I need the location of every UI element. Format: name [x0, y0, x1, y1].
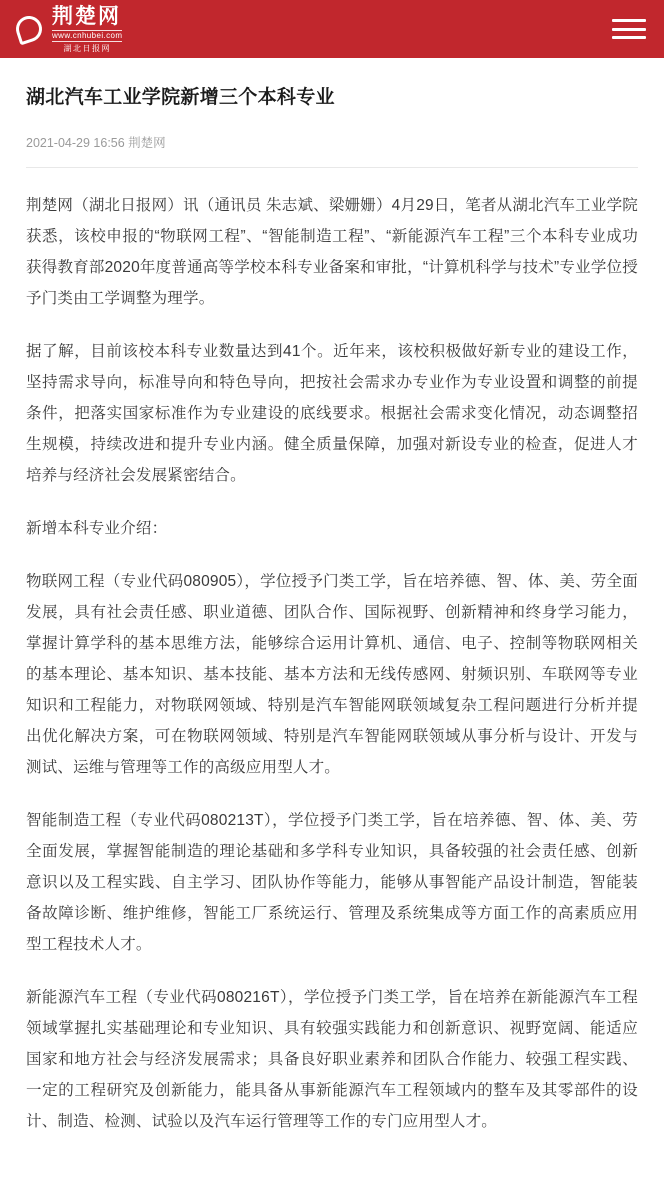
article [0, 58, 664, 1177]
article-paragraph: 智能制造工程（专业代码080213T），学位授予门类工学，旨在培养德、智、体、美、劳全面发展，掌握智能制造的理论基础和多学科专业知识，具备较强的社会责任感、创新意识以及工程实践、自主学习、团队协作等能力，能够从事智能产品设计制造，智能装备故障诊断、维护维修，智能工厂系统运行、管理及系统集成等方面工作的高素质应用型工程技术人才。 [26, 811, 638, 953]
hamburger-menu-icon[interactable] [612, 16, 646, 42]
article-meta: 2021-04-29 16:56 荆楚网 [26, 133, 638, 168]
article-paragraph: 新增本科专业介绍： [26, 519, 168, 537]
article-paragraph: 物联网工程（专业代码080905），学位授予门类工学，旨在培养德、智、体、美、劳全面发展，具有社会责任感、职业道德、团队合作、国际视野、创新精神和终身学习能力，掌握计算学科的基本思维方法，能够综合运用计算机、通信、电子、控制等物联网相关的基本理论、基本知识、基本技能、基本方法和无线传感网、射频识别、车联网等专业知识和工程能力，对物联网领域、特别是汽车智能网联领域复杂工程问题进行分析并提出优化解决方案，可在物联网领域、特别是汽车智能网联领域从事分析与设计、开发与测试、运维与管理等工作的高级应用型人才。 [26, 572, 638, 776]
page-title: 湖北汽车工业学院新增三个本科专业 [26, 87, 335, 108]
site-logo[interactable] [16, 3, 123, 53]
brand-name: 荆楚网 [52, 3, 121, 28]
article-paragraph: 荆楚网（湖北日报网）讯（通讯员 朱志斌、梁姗姗）4月29日，笔者从湖北汽车工业学院获悉，该校申报的“物联网工程”、“智能制造工程”、“新能源汽车工程”三个本科专业成功获得教育部2020年度普通高等学校本科专业备案和审批，“计算机科学与技术”专业学位授予门类由工学调整为理学。 [26, 196, 638, 307]
site-header [0, 0, 664, 58]
brand-text [52, 3, 123, 53]
brand-subtitle: 湖北日报网 [63, 43, 111, 53]
article-body [26, 190, 638, 1137]
brand-url: www.cnhubei.com [52, 30, 123, 40]
leaf-logo-icon [16, 14, 44, 44]
article-paragraph: 据了解，目前该校本科专业数量达到41个。近年来，该校积极做好新专业的建设工作，坚持需求导向，标准导向和特色导向，把按社会需求办专业作为专业设置和调整的前提条件，把落实国家标准作为专业建设的底线要求。根据社会需求变化情况，动态调整招生规模，持续改进和提升专业内涵。健全质量保障，加强对新设专业的检查，促进人才培养与经济社会发展紧密结合。 [26, 342, 638, 484]
article-paragraph: 新能源汽车工程（专业代码080216T），学位授予门类工学，旨在培养在新能源汽车工程领域掌握扎实基础理论和专业知识、具有较强实践能力和创新意识、视野宽阔、能适应国家和地方社会与经济发展需求；具备良好职业素养和团队合作能力、较强工程实践、一定的工程研究及创新能力，能具备从事新能源汽车工程领域内的整车及其零部件的设计、制造、检测、试验以及汽车运行管理等工作的专门应用型人才。 [26, 988, 638, 1130]
